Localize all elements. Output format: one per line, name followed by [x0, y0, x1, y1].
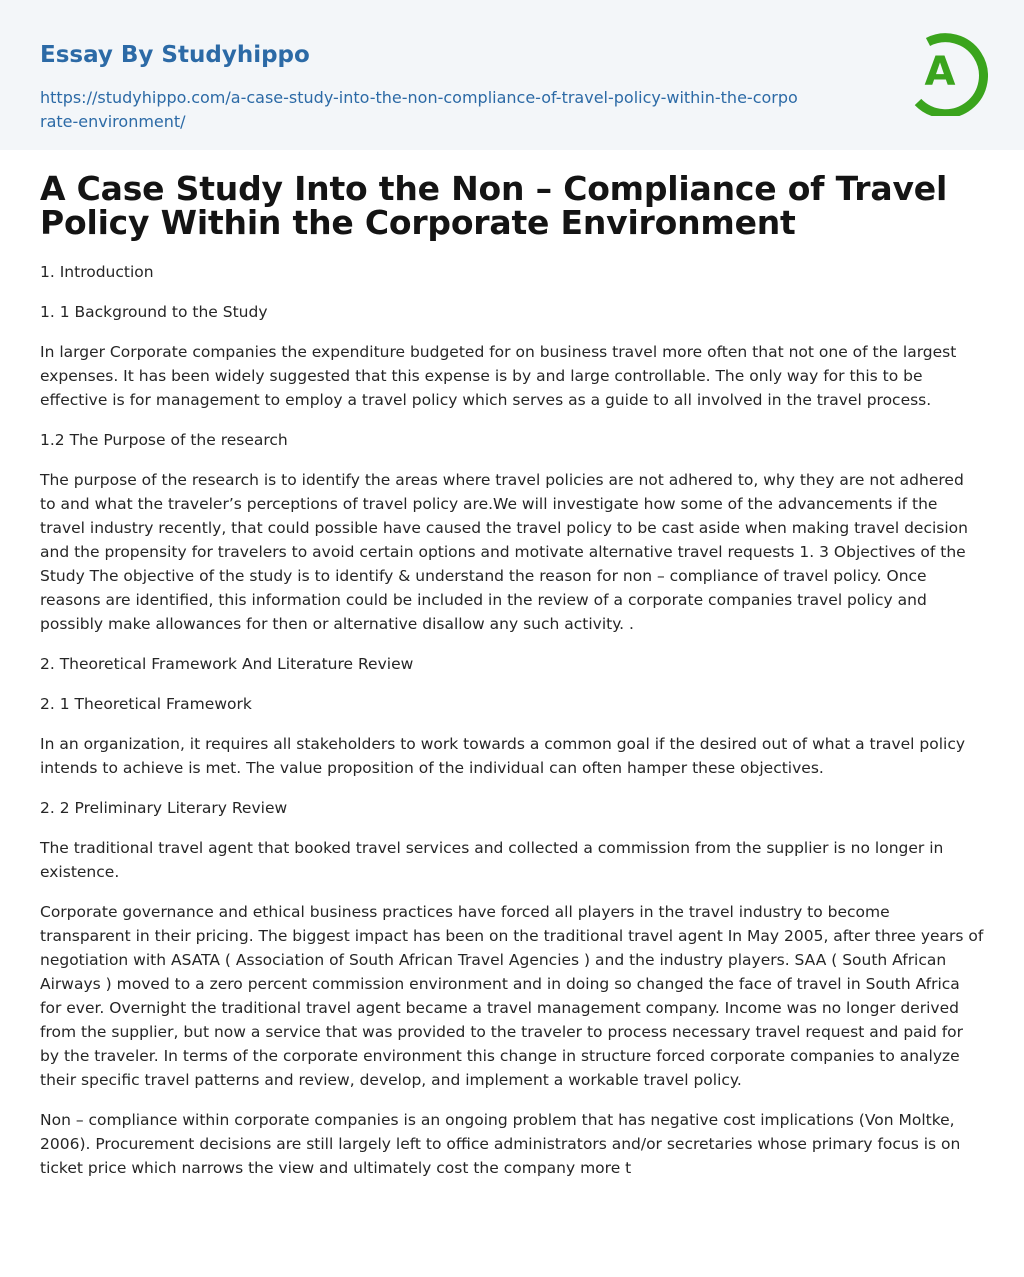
article-paragraph: 2. 2 Preliminary Literary Review [40, 799, 288, 817]
article-paragraph: In larger Corporate companies the expenditure budgeted for on business travel more often that not one of the largest expenses. It has been widely suggested that this expense is by and large controllable. The only way for this to be effective is for management to employ a travel policy which serves as a guide to all involved in the travel process. [40, 343, 957, 409]
article-paragraph: 2. 1 Theoretical Framework [40, 695, 252, 713]
article-paragraph: The purpose of the research is to identify the areas where travel policies are not adhered to, why they are not adhered to and what the traveler’s perceptions of travel policy are.We will investigate how some of the advancements if the travel industry recently, that could possible have caused the travel policy to be cast aside when making travel decision and the propensity for travelers to avoid certain options and motivate alternative travel requests 1. 3 Objectives of the Study The objective of the study is to identify & understand the reason for non – compliance of travel policy. Once reasons are identified, this information could be included in the review of a corporate companies travel policy and possibly make allowances for then or alternative disallow any such activity. . [40, 471, 968, 633]
site-title[interactable]: Essay By Studyhippo [40, 42, 310, 68]
article-paragraph: 1. 1 Background to the Study [40, 303, 268, 321]
article-paragraph: Non – compliance within corporate companies is an ongoing problem that has negative cost implications (Von Moltke, 2006). Procurement decisions are still largely left to office administrators and/or secretaries whose primary focus is on ticket price which narrows the view and ultimately cost the company more t [40, 1111, 961, 1177]
article-paragraph: 2. Theoretical Framework And Literature Review [40, 655, 414, 673]
article-paragraph: In an organization, it requires all stakeholders to work towards a common goal if the desired out of what a travel policy intends to achieve is met. The value proposition of the individual can often hamper these objectives. [40, 735, 966, 777]
article-paragraph: Corporate governance and ethical business practices have forced all players in the travel industry to become transparent in their pricing. The biggest impact has been on the traditional travel agent In May 2005, after three years of negotiation with ASATA ( Association of South African Travel Agencies ) and the industry players. SAA ( South African Airways ) moved to a zero percent commission environment and in doing so changed the face of travel in South Africa for ever. Overnight the traditional travel agent became a travel management company. Income was no longer derived from the supplier, but now a service that was provided to the traveler to process necessary travel request and paid for by the traveler. In terms of the corporate environment this change in structure forced corporate companies to analyze their specific travel patterns and review, develop, and implement a workable travel policy. [40, 903, 984, 1089]
logo-letter: A [924, 49, 956, 95]
essay-url-link[interactable]: https://studyhippo.com/a-case-study-into-the-non-compliance-of-travel-policy-within-the-corporate-environment/ [40, 88, 798, 131]
studyhippo-logo-icon[interactable] [908, 28, 988, 116]
article-paragraph: 1. Introduction [40, 263, 154, 281]
article-title: A Case Study Into the Non – Compliance of Travel Policy Within the Corporate Environment [40, 169, 948, 242]
site-header [0, 0, 1024, 150]
article-body [0, 169, 1024, 1180]
article-paragraph: The traditional travel agent that booked travel services and collected a commission from the supplier is no longer in existence. [40, 839, 944, 881]
article-paragraph: 1.2 The Purpose of the research [40, 431, 288, 449]
